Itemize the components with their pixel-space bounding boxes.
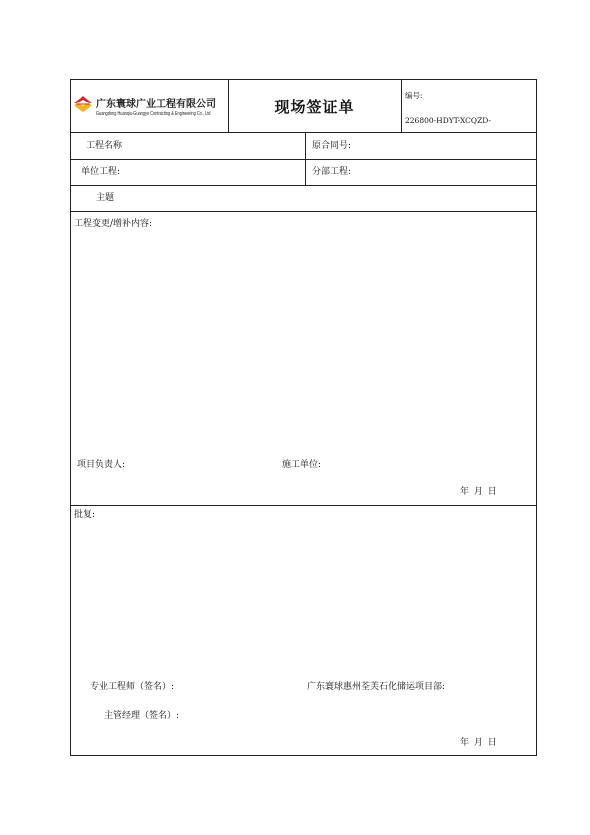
change-date: 年 月 日 xyxy=(460,487,497,497)
column-divider xyxy=(305,132,306,185)
row-divider xyxy=(71,185,536,186)
manager-signature-label: 主管经理（签名）: xyxy=(104,711,180,721)
company-name-en: Guangdong Huanqiu-Guangye Contracting & Engineering Co., Ltd xyxy=(96,111,211,117)
engineer-signature-label: 专业工程师（签名）: xyxy=(90,682,175,692)
original-contract-no-label: 原合同号: xyxy=(312,141,352,151)
company-name-cn: 广东寰球广业工程有限公司 xyxy=(96,99,216,110)
document-title: 现场签证单 xyxy=(274,97,355,116)
project-name-label: 工程名称 xyxy=(86,141,123,151)
subject-label: 主题 xyxy=(96,193,115,203)
sub-project-label: 分部工程: xyxy=(312,167,352,177)
approval-label: 批复: xyxy=(74,510,96,520)
project-leader-label: 项目负责人: xyxy=(77,460,126,470)
row-divider xyxy=(71,211,536,212)
row-divider xyxy=(71,132,536,133)
column-divider xyxy=(401,80,402,132)
change-content-label: 工程变更/增补内容: xyxy=(74,219,153,229)
number-label: 编号: xyxy=(405,91,423,100)
construction-unit-label: 施工单位: xyxy=(282,460,322,470)
row-divider xyxy=(71,159,536,160)
unit-project-label: 单位工程: xyxy=(81,167,121,177)
site-visa-form xyxy=(70,79,537,756)
project-department-label: 广东寰球惠州荃芙石化储运项目部: xyxy=(307,682,446,692)
approval-date: 年 月 日 xyxy=(460,738,497,748)
row-divider xyxy=(71,505,536,506)
company-logo-icon xyxy=(73,95,93,113)
number-value: 226800-HDYT-XCQZD- xyxy=(405,116,491,125)
